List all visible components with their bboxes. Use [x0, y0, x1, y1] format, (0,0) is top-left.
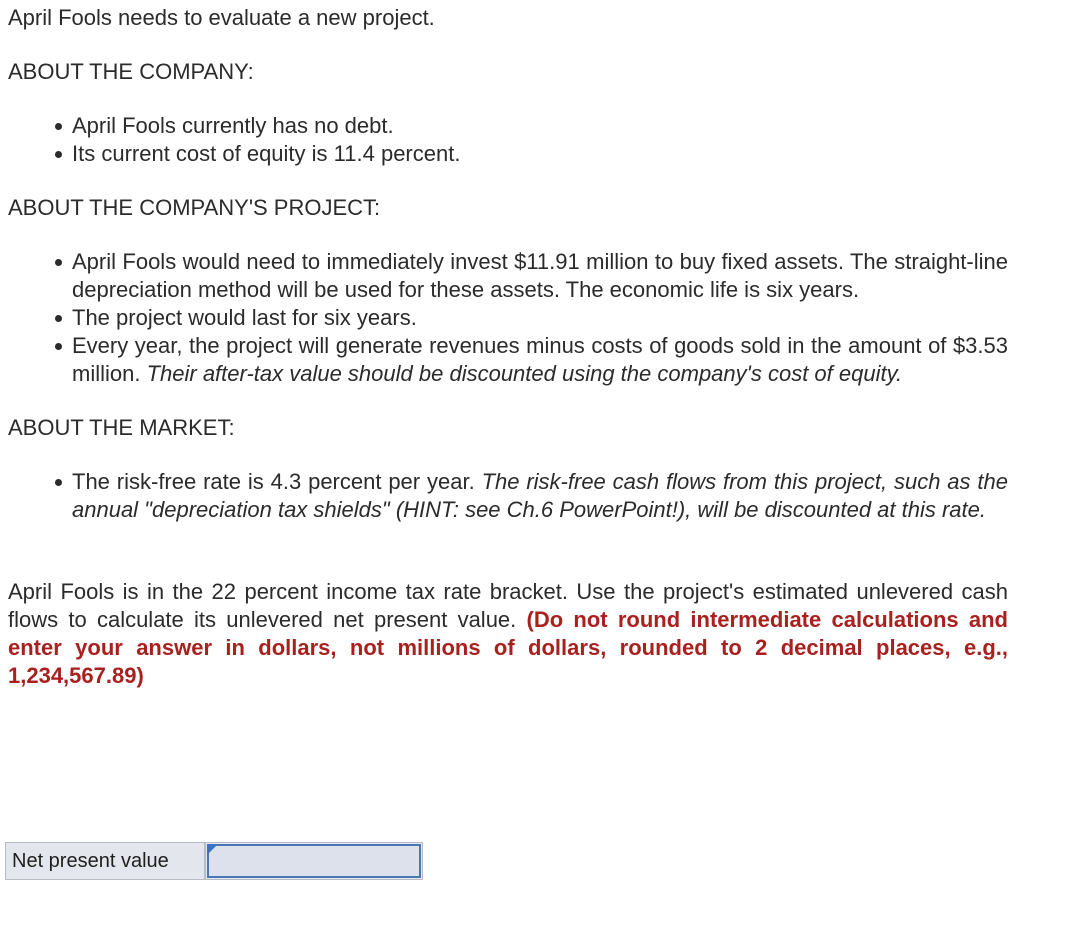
- project-heading: ABOUT THE COMPANY'S PROJECT:: [8, 195, 381, 220]
- company-bullet-cost-of-equity: Its current cost of equity is 11.4 percent.: [72, 140, 1008, 168]
- project-bullet-list: [8, 248, 1008, 388]
- question-instruction: (Do not round intermediate calculations and enter your answer in dollars, not millions of dollars, rounded to 2 decimal places, e.g., 1,234,567.89): [8, 607, 1008, 688]
- market-heading: ABOUT THE MARKET:: [8, 415, 235, 440]
- project-revenues-text: Every year, the project will generate revenues minus costs of goods sold in the amount of $3.53 million.: [72, 333, 1008, 386]
- project-bullet-revenues: [72, 332, 1008, 388]
- net-present-value-label: Net present value: [5, 842, 205, 880]
- intro-text: April Fools needs to evaluate a new project.: [8, 5, 435, 30]
- company-bullet-list: [8, 112, 1008, 168]
- market-risk-free-text: The risk-free rate is 4.3 percent per year.: [72, 469, 482, 494]
- question-plain: April Fools is in the 22 percent income tax rate bracket. Use the project's estimated unlevered cash flows to calculate its unlevered net present value.: [8, 579, 1008, 632]
- market-bullet-list: [8, 468, 1008, 524]
- company-heading: ABOUT THE COMPANY:: [8, 59, 254, 84]
- project-revenues-discount-note: Their after-tax value should be discounted using the company's cost of equity.: [146, 361, 903, 386]
- market-bullet-risk-free: [72, 468, 1008, 524]
- net-present-value-input[interactable]: [207, 844, 421, 878]
- question-text: [8, 578, 1008, 690]
- company-bullet-debt: April Fools currently has no debt.: [72, 112, 1008, 140]
- market-risk-free-note: The risk-free cash flows from this project, such as the annual "depreciation tax shields" (HINT: see Ch.6 PowerPoint!), will be discounted at this rate.: [72, 469, 1008, 522]
- project-bullet-duration: The project would last for six years.: [72, 304, 1008, 332]
- problem-statement: [8, 0, 1008, 690]
- answer-row: [5, 842, 423, 880]
- project-bullet-investment: April Fools would need to immediately invest $11.91 million to buy fixed assets. The straight-line depreciation method will be used for these assets. The economic life is six years.: [72, 249, 1008, 302]
- net-present-value-cell: [205, 842, 423, 880]
